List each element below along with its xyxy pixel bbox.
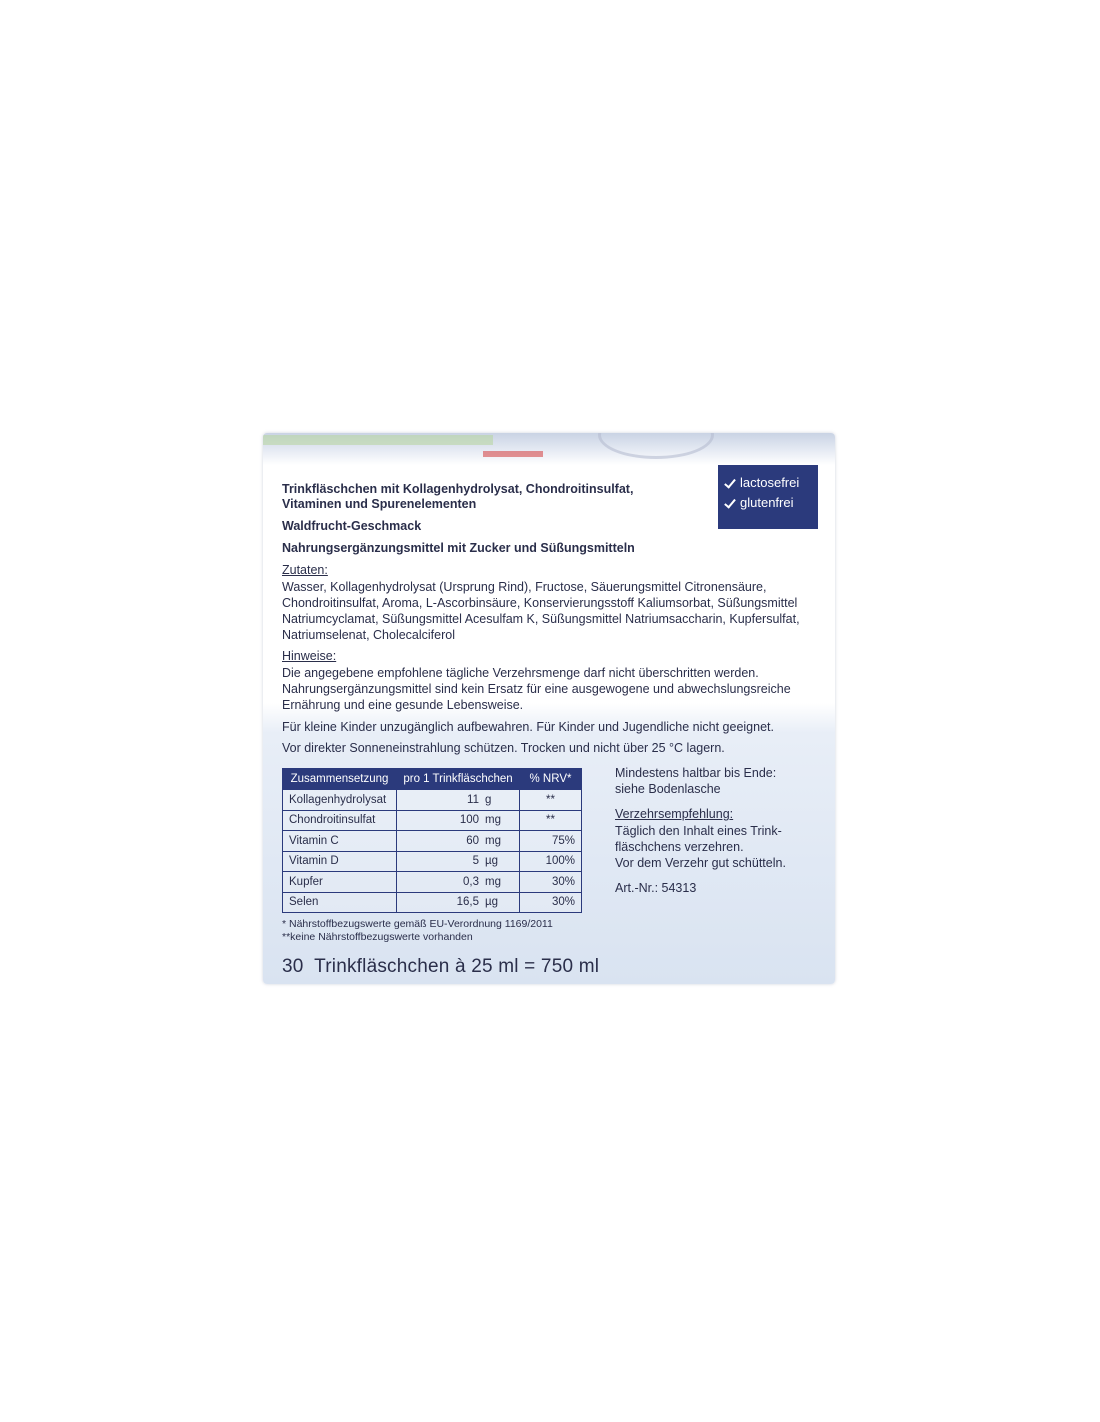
table-row <box>283 892 582 913</box>
amount-value: 16,5 <box>456 896 479 909</box>
recommendation-line: Vor dem Verzehr gut schütteln. <box>615 856 786 870</box>
badge-lactosefrei: lactosefrei <box>740 475 800 490</box>
nutrient-amount <box>397 892 520 913</box>
amount-unit: g <box>485 793 492 806</box>
amount-value: 100 <box>459 814 479 827</box>
article-number: Art.-Nr.: 54313 <box>615 881 697 895</box>
product-description-line1: Trinkfläschchen mit Kollagenhydrolysat, Chondroitinsulfat, <box>282 482 634 496</box>
best-before-location: siehe Bodenlasche <box>615 782 721 796</box>
product-type-label: Nahrungsergänzungsmittel mit Zucker und Süßungsmitteln <box>282 541 635 555</box>
allergen-badge <box>718 465 818 529</box>
ingredients-line: Wasser, Kollagenhydrolysat (Ursprung Rind), Fructose, Säuerungsmittel Citronensäure, <box>282 580 767 594</box>
table-row <box>283 851 582 872</box>
package-back-panel <box>263 433 835 984</box>
ingredients-line: Natriumcyclamat, Süßungsmittel Acesulfam K, Süßungsmittel Natriumsaccharin, Kupfersulfat, <box>282 612 800 626</box>
content-amount: 30 Trinkfläschchen à 25 ml = 750 ml <box>282 956 600 977</box>
nutrient-nrv: 100% <box>520 851 582 872</box>
amount-unit: mg <box>485 834 501 847</box>
nutrient-nrv: ** <box>520 790 582 811</box>
checkmark-icon <box>724 496 736 511</box>
nutrition-table <box>282 768 582 913</box>
nutrient-name: Kupfer <box>283 872 397 893</box>
badge-glutenfrei: glutenfrei <box>740 495 794 510</box>
ingredients-line: Natriumselenat, Cholecalciferol <box>282 628 455 642</box>
table-header-cell: % NRV* <box>520 769 582 790</box>
recommendation-line: fläschchens verzehren. <box>615 840 744 854</box>
recommendation-title: Verzehrsempfehlung: <box>615 807 734 821</box>
storage-note: Vor direkter Sonneneinstrahlung schützen. Trocken und nicht über 25 °C lagern. <box>282 741 725 755</box>
amount-unit: µg <box>485 855 499 868</box>
table-row <box>283 831 582 852</box>
ingredients-title: Zutaten: <box>282 563 328 577</box>
package-top-edge <box>263 433 835 465</box>
amount-unit: mg <box>485 814 501 827</box>
recommendation-line: Täglich den Inhalt eines Trink- <box>615 824 782 838</box>
table-row <box>283 872 582 893</box>
nutrient-name: Vitamin D <box>283 851 397 872</box>
amount-value: 0,3 <box>463 875 479 888</box>
amount-unit: µg <box>485 896 499 909</box>
notes-title: Hinweise: <box>282 649 337 663</box>
table-row <box>283 810 582 831</box>
top-edge-green-band <box>263 435 493 445</box>
nutrient-nrv: 30% <box>520 892 582 913</box>
nutrient-nrv: ** <box>520 810 582 831</box>
nutrient-amount <box>397 851 520 872</box>
footnote-no-nrv: **keine Nährstoffbezugswerte vorhanden <box>282 931 473 943</box>
nutrient-name: Selen <box>283 892 397 913</box>
nutrient-name: Kollagenhydrolysat <box>283 790 397 811</box>
amount-unit: mg <box>485 875 501 888</box>
children-warning: Für kleine Kinder unzugänglich aufbewahren. Für Kinder und Jugendliche nicht geeignet. <box>282 720 774 734</box>
nutrient-amount <box>397 831 520 852</box>
nutrient-name: Vitamin C <box>283 831 397 852</box>
amount-value: 5 <box>472 855 479 868</box>
ingredients-line: Chondroitinsulfat, Aroma, L-Ascorbinsäure, Konservierungsstoff Kaliumsorbat, Süßungsmittel <box>282 596 798 610</box>
notes-line: Die angegebene empfohlene tägliche Verzehrsmenge darf nicht überschritten werden. <box>282 666 759 680</box>
nutrient-name: Chondroitinsulfat <box>283 810 397 831</box>
notes-line: Ernährung und eine gesunde Lebensweise. <box>282 698 524 712</box>
checkmark-icon <box>724 476 736 491</box>
best-before-label: Mindestens haltbar bis Ende: <box>615 766 777 780</box>
notes-line: Nahrungsergänzungsmittel sind kein Ersatz für eine ausgewogene und abwechslungsreiche <box>282 682 791 696</box>
amount-value: 60 <box>466 834 479 847</box>
product-description-line2: Vitaminen und Spurenelementen <box>282 497 477 511</box>
table-header-cell: pro 1 Trinkfläschchen <box>397 769 520 790</box>
nutrient-amount <box>397 790 520 811</box>
table-header-row <box>283 769 582 790</box>
flavor-label: Waldfrucht-Geschmack <box>282 519 422 533</box>
table-header-cell: Zusammensetzung <box>283 769 397 790</box>
top-edge-red-band <box>483 451 543 457</box>
nutrient-amount <box>397 810 520 831</box>
table-row <box>283 790 582 811</box>
top-edge-ring-graphic <box>598 433 714 459</box>
nutrient-amount <box>397 872 520 893</box>
amount-value: 11 <box>467 793 479 806</box>
nutrient-nrv: 75% <box>520 831 582 852</box>
nutrient-nrv: 30% <box>520 872 582 893</box>
footnote-nrv: * Nährstoffbezugswerte gemäß EU-Verordnung 1169/2011 <box>282 918 553 930</box>
